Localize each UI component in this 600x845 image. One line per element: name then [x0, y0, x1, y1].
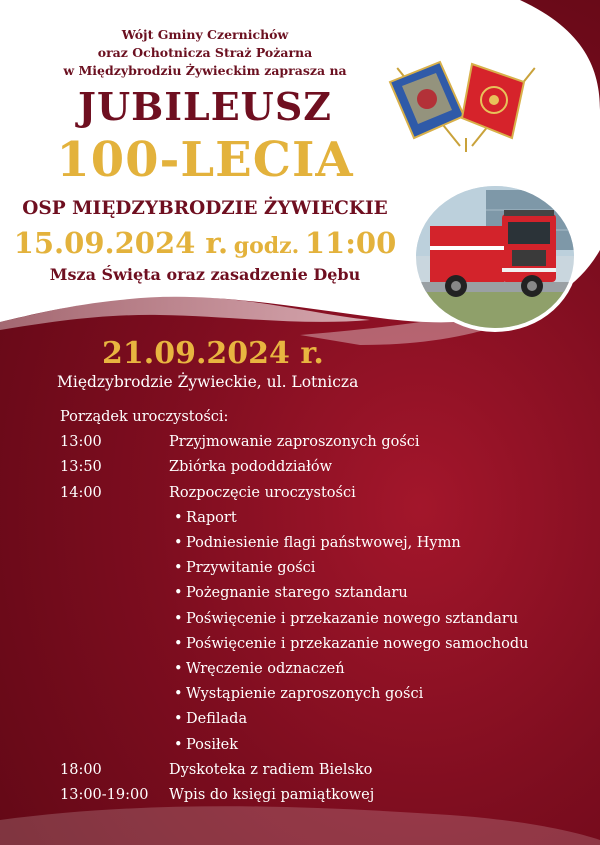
time-label: godz. [233, 233, 300, 259]
program-event: Rozpoczęcie uroczystości [169, 484, 356, 501]
program-row [60, 430, 580, 455]
subitem-label: Raport [186, 509, 237, 526]
program-subitem [60, 607, 580, 632]
invite-line-2: oraz Ochotnicza Straż Pożarna [97, 45, 313, 60]
program-subitem [60, 707, 580, 732]
program [60, 405, 580, 808]
subitem-label: Wręczenie odznaczeń [186, 661, 345, 678]
first-date-value: 15.09.2024 r. [13, 226, 229, 260]
crossed-banners-icon [376, 42, 556, 188]
program-subitem [60, 733, 580, 758]
subitem-label: Defilada [186, 711, 248, 728]
subitem-label: Pożegnanie starego sztandaru [186, 585, 408, 602]
program-time: 13:00-19:00 [60, 787, 149, 804]
invite-line-3: w Międzybrodziu Żywieckim zaprasza na [63, 63, 347, 78]
program-subitem [60, 632, 580, 657]
bullet-icon: • [174, 610, 183, 627]
program-row [60, 783, 580, 808]
bullet-icon: • [174, 560, 183, 577]
bullet-icon: • [174, 661, 183, 678]
invitation-text [40, 26, 370, 80]
bullet-icon: • [174, 686, 183, 703]
mass-text: Msza Święta oraz zasadzenie Dębu [49, 265, 361, 284]
program-time: 18:00 [60, 761, 102, 778]
program-subitem [60, 531, 580, 556]
subitem-label: Podniesienie flagi państwowej, Hymn [186, 535, 461, 552]
bullet-icon: • [174, 711, 183, 728]
program-event: Dyskoteka z radiem Bielsko [169, 761, 373, 778]
title-jubileusz: JUBILEUSZ [77, 84, 332, 129]
subitem-label: Przywitanie gości [186, 560, 316, 577]
event-place: Międzybrodzie Żywieckie, ul. Lotnicza [57, 373, 359, 391]
program-time: 13:50 [60, 459, 102, 476]
subitem-label: Posiłek [186, 736, 239, 753]
program-subitem [60, 556, 580, 581]
program-event: Przyjmowanie zaproszonych gości [169, 434, 420, 450]
program-row [60, 758, 580, 783]
bullet-icon: • [174, 585, 183, 602]
program-row [60, 455, 580, 480]
bullet-icon: • [174, 736, 183, 753]
program-time: 14:00 [60, 484, 102, 501]
subitem-label: Poświęcenie i przekazanie nowego samochodu [186, 635, 529, 652]
first-time-value: 11:00 [304, 226, 397, 260]
program-subitem [60, 506, 580, 531]
program-row [60, 481, 580, 506]
program-subitem [60, 682, 580, 707]
first-date [0, 226, 410, 260]
title-100-lecia: 100-LECIA [56, 132, 354, 188]
fire-truck-icon [416, 186, 574, 328]
bullet-icon: • [174, 509, 183, 526]
program-subitem [60, 657, 580, 682]
flags-image [376, 42, 556, 188]
program-heading: Porządek uroczystości: [60, 409, 229, 425]
program-subitem [60, 581, 580, 606]
bullet-icon: • [174, 535, 183, 552]
subitem-label: Poświęcenie i przekazanie nowego sztandaru [186, 610, 519, 627]
program-event: Zbiórka pododdziałów [169, 459, 333, 476]
invite-line-1: Wójt Gminy Czernichów [121, 27, 289, 42]
bullet-icon: • [174, 635, 183, 652]
event-date: 21.09.2024 r. [102, 336, 324, 371]
fire-truck-image [412, 182, 578, 332]
program-time: 13:00 [60, 434, 102, 450]
title-osp: OSP MIĘDZYBRODZIE ŻYWIECKIE [22, 198, 388, 219]
program-event: Wpis do księgi pamiątkowej [169, 787, 375, 804]
subitem-label: Wystąpienie zaproszonych gości [186, 686, 424, 703]
